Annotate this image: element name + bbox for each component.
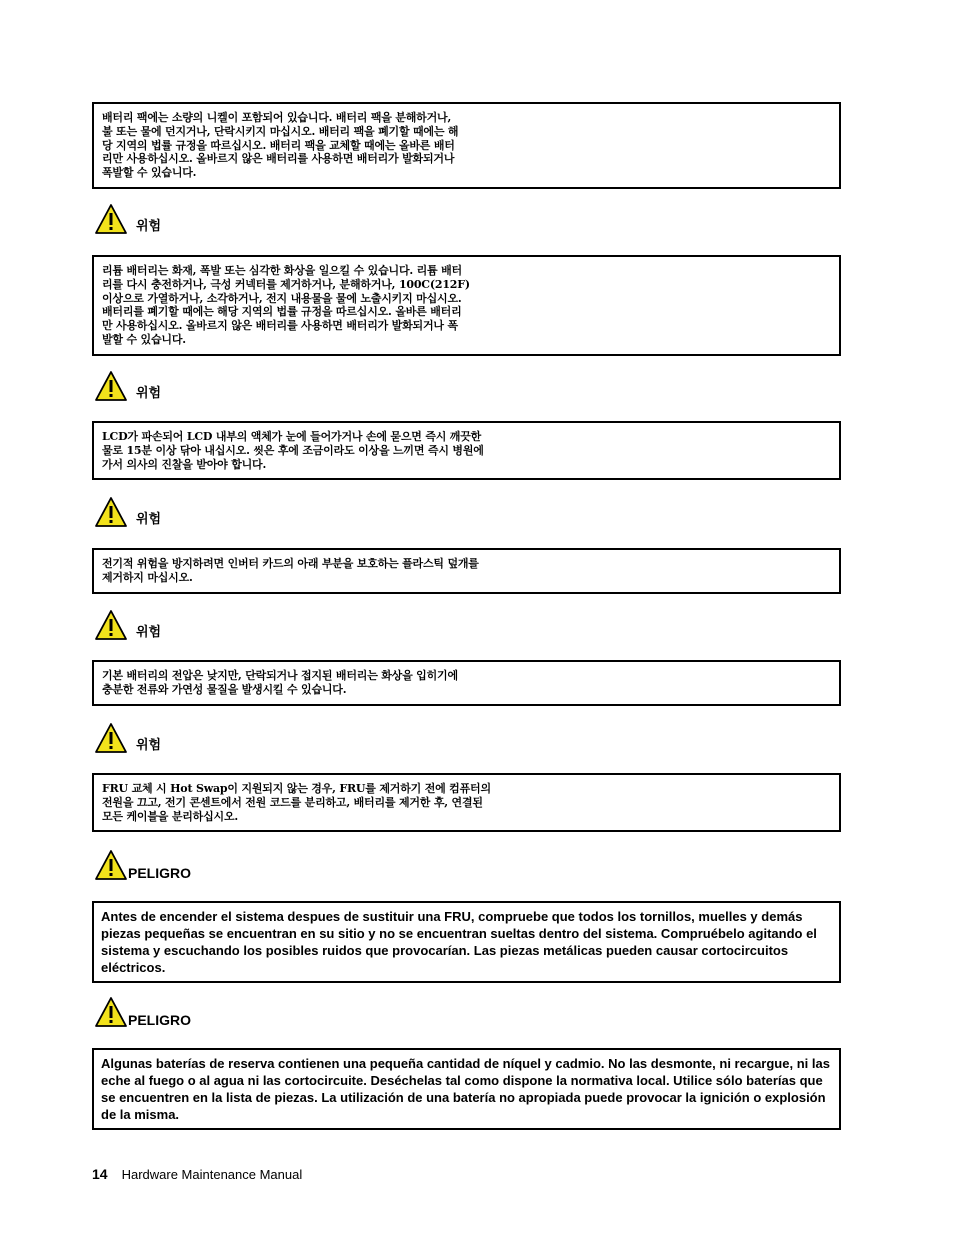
danger-box-lcd: LCD가 파손되어 LCD 내부의 액체가 눈에 들어가거나 손에 묻으면 즉시 깨끗한 물로 15분 이상 닦아 내십시오. 씻은 후에 조금이라도 이상을 느끼면 즉시 병원에 가서 의사의 진찰을 받아야 합니다. [92, 421, 841, 480]
danger-box-fru-hot-swap: FRU 교체 시 Hot Swap이 지원되지 않는 경우, FRU를 제거하기 전에 컴퓨터의 전원을 끄고, 전기 콘센트에서 전원 코드를 분리하고, 배터리를 제거한 후, 연결된 모든 케이블을 분리하십시오. [92, 773, 841, 832]
warning-triangle-icon [94, 495, 128, 529]
warning-triangle-icon [94, 721, 128, 755]
danger-label: 위험 [136, 625, 162, 640]
peligro-box-fru: Antes de encender el sistema despues de sustituir una FRU, compruebe que todos los tornillos, muelles y demás piezas pequeñas se encuentran en su sitio y no se encuentran sueltas dentro del sistema. Compruébelo agitando el sistema y escuchando los posibles ruidos que provocarían. Las piezas metálicas pueden causar cortocircuitos eléctricos. [92, 901, 841, 983]
danger-label: 위험 [136, 738, 162, 753]
danger-box-inverter: 전기적 위험을 방지하려면 인버터 카드의 아래 부분을 보호하는 플라스틱 덮개를 제거하지 마십시오. [92, 548, 841, 594]
danger-label: 위험 [136, 219, 162, 234]
peligro-label: PELIGRO [128, 865, 192, 881]
notice-box-nickel: 배터리 팩에는 소량의 니켈이 포함되어 있습니다. 배터리 팩을 분해하거나, 불 또는 물에 던지거나, 단락시키지 마십시오. 배터리 팩을 폐기할 때에는 해 당 지역의 법률 규정을 따르십시오. 배터리 팩을 교체할 때에는 올바른 배터 리만 사용하십시오. 올바르지 않은 배터리를 사용하면 배터리가 발화되거나 폭발할 수 있습니다. [92, 102, 841, 189]
manual-title: Hardware Maintenance Manual [121, 1167, 303, 1182]
danger-label: 위험 [136, 512, 162, 527]
peligro-label: PELIGRO [128, 1012, 192, 1028]
danger-box-backup-battery: 기본 배터리의 전압은 낮지만, 단락되거나 접지된 배터리는 화상을 입히기에 충분한 전류와 가연성 물질을 발생시킬 수 있습니다. [92, 660, 841, 706]
warning-triangle-icon [94, 369, 128, 403]
warning-triangle-icon [94, 202, 128, 236]
danger-box-lithium: 리튬 배터리는 화재, 폭발 또는 심각한 화상을 일으킬 수 있습니다. 리튬 배터 리를 다시 충전하거나, 극성 커넥터를 제거하거나, 분해하거나, 100C(212F) 이상으로 가열하거나, 소각하거나, 전지 내용물을 물에 노출시키지 마십시오. 배터리를 폐기할 때에는 해당 지역의 법률 규정을 따르십시오. 올바른 배터리 만 사용하십시오. 올바르지 않은 배터리를 사용하면 배터리가 발화되거나 폭 발할 수 있습니다. [92, 255, 841, 356]
page-footer [92, 1166, 302, 1184]
page-number: 14 [92, 1166, 108, 1182]
warning-triangle-icon [94, 608, 128, 642]
warning-triangle-icon [94, 848, 128, 882]
peligro-box-backup-battery: Algunas baterías de reserva contienen una pequeña cantidad de níquel y cadmio. No las desmonte, ni recargue, ni las eche al fuego o al agua ni las cortocircuite. Deséchelas tal como dispone la normativa local. Utilice sólo baterías que se encuentren en la lista de piezas. La utilización de una batería no apropiada puede provocar la ignición o explosión de la misma. [92, 1048, 841, 1130]
danger-label: 위험 [136, 386, 162, 401]
warning-triangle-icon [94, 995, 128, 1029]
